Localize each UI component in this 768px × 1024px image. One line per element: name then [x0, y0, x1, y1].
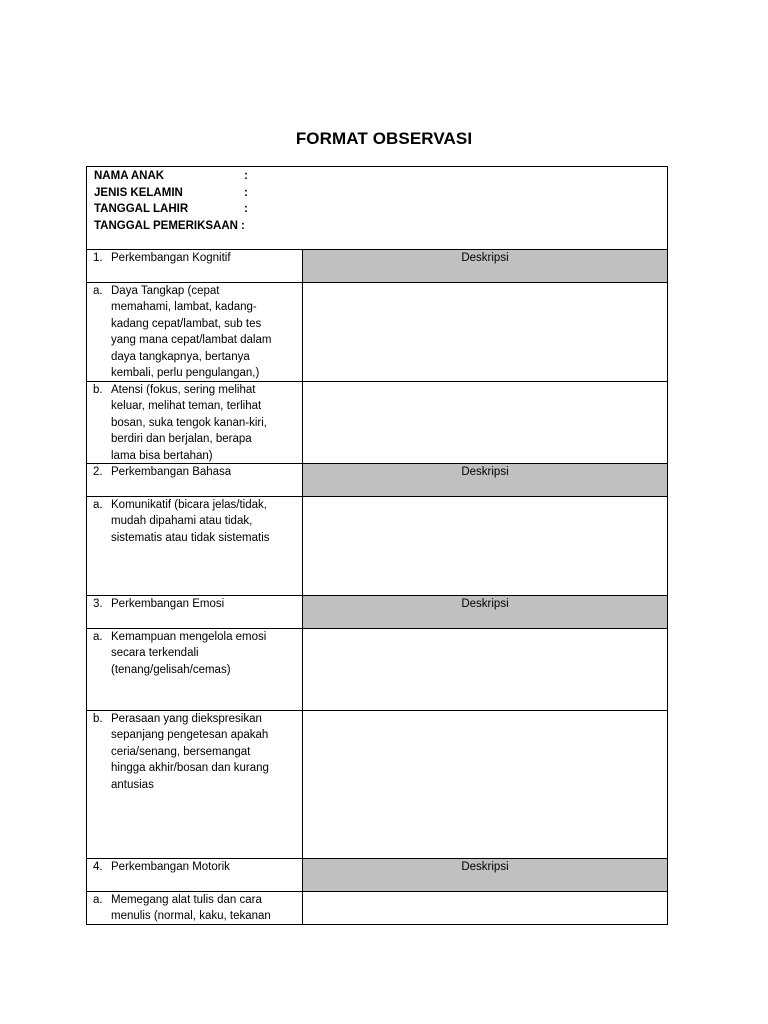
- identity-colon: :: [244, 170, 248, 182]
- item-text: Memegang alat tulis dan cara menulis (normal, kaku, tekanan: [111, 894, 271, 923]
- identity-colon: :: [244, 203, 248, 216]
- section-number: 2.: [93, 466, 103, 478]
- section-number: 3.: [93, 598, 103, 610]
- item-marker: b.: [93, 713, 103, 725]
- section-number: 1.: [93, 252, 103, 264]
- identity-colon: :: [241, 219, 245, 232]
- observation-form: [86, 166, 668, 925]
- description-header: Deskripsi: [461, 598, 509, 610]
- section-title: Perkembangan Emosi: [111, 598, 225, 610]
- section-number: 4.: [93, 861, 103, 873]
- item-text: Daya Tangkap (cepat memahami, lambat, kadang- kadang cepat/lambat, sub tes yang mana cepat/lambat dalam daya tangkapnya, bertanya kembali, perlu pengulangan,): [111, 285, 272, 380]
- item-marker: a.: [93, 285, 103, 297]
- column-divider: [302, 249, 303, 924]
- item-marker: a.: [93, 499, 103, 511]
- identity-label: JENIS KELAMIN: [94, 186, 183, 199]
- description-header: Deskripsi: [461, 252, 509, 264]
- identity-label: TANGGAL LAHIR: [94, 203, 189, 216]
- identity-colon: :: [244, 186, 248, 199]
- section-title: Perkembangan Bahasa: [111, 466, 232, 478]
- item-text: Kemampuan mengelola emosi secara terkendali (tenang/gelisah/cemas): [111, 631, 267, 676]
- identity-label: TANGGAL PEMERIKSAAN: [94, 219, 238, 232]
- page-title: FORMAT OBSERVASI: [295, 129, 473, 148]
- section-title: Perkembangan Kognitif: [111, 252, 231, 264]
- description-header: Deskripsi: [461, 861, 509, 873]
- item-marker: a.: [93, 631, 103, 643]
- item-marker: a.: [93, 894, 103, 906]
- item-marker: b.: [93, 384, 103, 396]
- item-text: Perasaan yang diekspresikan sepanjang pengetesan apakah ceria/senang, bersemangat hingga akhir/bosan dan kurang antusias: [111, 713, 269, 791]
- description-header: Deskripsi: [461, 466, 509, 478]
- section-title: Perkembangan Motorik: [111, 861, 230, 873]
- item-text: Komunikatif (bicara jelas/tidak, mudah dipahami atau tidak, sistematis atau tidak sistematis: [111, 499, 270, 544]
- identity-label: NAMA ANAK: [94, 170, 165, 182]
- item-text: Atensi (fokus, sering melihat keluar, melihat teman, terlihat bosan, suka tengok kanan-kiri, berdiri dan berjalan, berapa lama bisa bertahan): [111, 384, 267, 462]
